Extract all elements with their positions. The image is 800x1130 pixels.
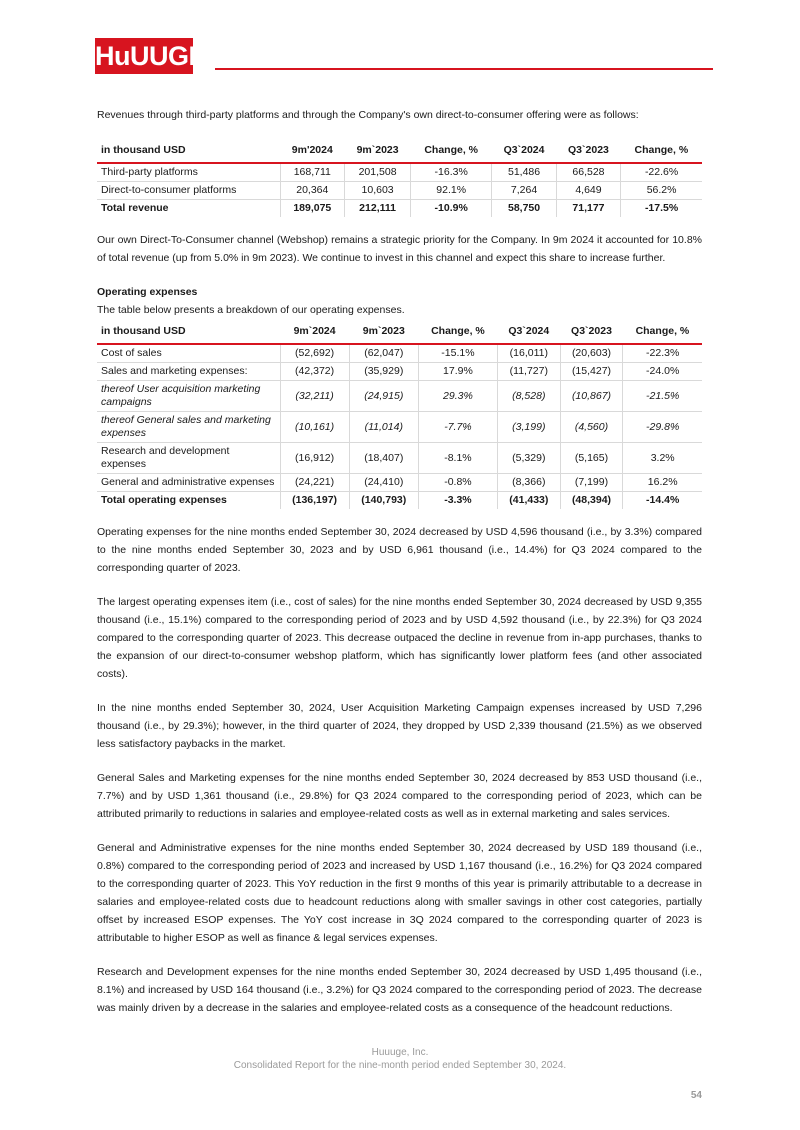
table-cell: 56.2%: [621, 182, 702, 200]
table-row: [97, 381, 702, 412]
body-paragraph: Operating expenses for the nine months ended September 30, 2024 decreased by USD 4,596 thousand (i.e., by 3.3%) compared to the nine months ended September 30, 2023 and by USD 6,961 thousand (i.e., 14.4%) for Q3 2024 compared to the corresponding quarter of 2023.: [97, 526, 702, 574]
table-cell: (42,372): [280, 363, 349, 381]
table-cell: (140,793): [349, 492, 418, 510]
table-cell: (3,199): [497, 412, 560, 443]
table-header-cell: in thousand USD: [97, 319, 280, 344]
table-cell: (24,410): [349, 474, 418, 492]
table-cell: (20,603): [560, 344, 623, 363]
table-cell: (62,047): [349, 344, 418, 363]
row-label: Total operating expenses: [101, 494, 227, 506]
table-cell: 168,711: [280, 163, 345, 182]
table-row: [97, 363, 702, 381]
table-cell: 29.3%: [418, 381, 497, 412]
table-cell: (11,727): [497, 363, 560, 381]
table-header-cell: Q3`2023: [556, 138, 620, 163]
table-header-cell: Q3`2024: [492, 138, 556, 163]
table-cell: (10,161): [280, 412, 349, 443]
table-cell: -15.1%: [418, 344, 497, 363]
row-label: thereof General sales and marketing expenses: [97, 412, 280, 443]
table-cell: 189,075: [280, 200, 345, 218]
body-paragraph: General and Administrative expenses for the nine months ended September 30, 2024 decreased by USD 189 thousand (i.e., 0.8%) compared to the corresponding period of 2023 and increased by USD 1,167 thousand (i.e., 16.2%) for Q3 2024 compared to the corresponding quarter of 2023. This YoY reduction in the first 9 months of this year is primarily attributable to a decrease in salaries and employee-related costs due to headcount reductions along with smaller savings in other cost categories, partially offset by increased ESOP expenses. The YoY cost increase in 3Q 2024 compared to the corresponding quarter of 2023 is attributable to higher ESOP as well as finance & legal services expenses.: [97, 842, 702, 944]
huuuge-logo: HuUUGE: [95, 38, 193, 74]
section-heading: Operating expenses: [97, 286, 198, 298]
table-cell: -10.9%: [411, 200, 492, 218]
footer-company: Huuuge, Inc.: [371, 1047, 429, 1058]
table-cell: 17.9%: [418, 363, 497, 381]
table-cell: 51,486: [492, 163, 556, 182]
table-cell: -14.4%: [623, 492, 702, 510]
page-content: [97, 106, 702, 1033]
table-row: [97, 163, 702, 182]
table-cell: -21.5%: [623, 381, 702, 412]
table-header-cell: Change, %: [621, 138, 702, 163]
table-header-cell: Change, %: [623, 319, 702, 344]
table-header-cell: Q3`2023: [560, 319, 623, 344]
table-header-cell: Change, %: [418, 319, 497, 344]
table-cell: 58,750: [492, 200, 556, 218]
dtc-paragraph: Our own Direct-To-Consumer channel (Webshop) remains a strategic priority for the Company. In 9m 2024 it accounted for 10.8% of total revenue (up from 5.0% in 9m 2023). We continue to invest in this channel and expect this share to increase further.: [97, 234, 702, 264]
table-header-cell: Q3`2024: [497, 319, 560, 344]
table-cell: (4,560): [560, 412, 623, 443]
body-paragraph: General Sales and Marketing expenses for the nine months ended September 30, 2024 decreased by 853 USD thousand (i.e., 7.7%) and by USD 1,361 thousand (i.e., 29.8%) for Q3 2024 compared to the corresponding period of 2023, which can be attributed primarily to reductions in salaries and employee-related costs as well as in external marketing and sales services.: [97, 772, 702, 820]
table-cell: (8,366): [497, 474, 560, 492]
table-cell: (24,221): [280, 474, 349, 492]
table-header-cell: 9m'2024: [280, 138, 345, 163]
revenue-intro: Revenues through third-party platforms and through the Company's own direct-to-consumer offering were as follows:: [97, 109, 639, 121]
opex-table: [97, 319, 702, 509]
table-cell: (24,915): [349, 381, 418, 412]
row-label: Direct-to-consumer platforms: [97, 182, 280, 200]
table-cell: (32,211): [280, 381, 349, 412]
table-cell: 7,264: [492, 182, 556, 200]
table-header-row: [97, 319, 702, 344]
row-label: General and administrative expenses: [97, 474, 280, 492]
table-cell: (16,011): [497, 344, 560, 363]
table-cell: (10,867): [560, 381, 623, 412]
table-cell: 20,364: [280, 182, 345, 200]
table-cell: (7,199): [560, 474, 623, 492]
table-cell: 212,111: [345, 200, 411, 218]
table-cell: (136,197): [280, 492, 349, 510]
table-cell: 201,508: [345, 163, 411, 182]
table-cell: 10,603: [345, 182, 411, 200]
row-label: thereof User acquisition marketing campaigns: [97, 381, 280, 412]
table-cell: (11,014): [349, 412, 418, 443]
table-cell: (16,912): [280, 443, 349, 474]
table-cell: -16.3%: [411, 163, 492, 182]
row-label: Cost of sales: [97, 344, 280, 363]
table-cell: -17.5%: [621, 200, 702, 218]
header-divider: [215, 68, 713, 70]
revenue-table: [97, 138, 702, 217]
page-footer: [0, 1046, 800, 1072]
table-cell: -29.8%: [623, 412, 702, 443]
table-cell: -0.8%: [418, 474, 497, 492]
row-label: Total revenue: [101, 202, 169, 214]
table-row: [97, 412, 702, 443]
row-label: Third-party platforms: [97, 163, 280, 182]
table-cell: 71,177: [556, 200, 620, 218]
table-cell: -24.0%: [623, 363, 702, 381]
table-header-cell: Change, %: [411, 138, 492, 163]
table-cell: (52,692): [280, 344, 349, 363]
table-cell: (5,165): [560, 443, 623, 474]
table-cell: -8.1%: [418, 443, 497, 474]
table-cell: 3.2%: [623, 443, 702, 474]
table-row: [97, 474, 702, 492]
table-header-row: [97, 138, 702, 163]
table-header-cell: 9m`2024: [280, 319, 349, 344]
body-paragraph: The largest operating expenses item (i.e., cost of sales) for the nine months ended September 30, 2024 decreased by USD 9,355 thousand (i.e., 15.1%) compared to the corresponding period of 2023 and by USD 4,592 thousand (i.e., by 22.3%) for Q3 2024 compared to the corresponding quarter of 2023. This decrease outpaced the decline in revenue from in-app purchases, thanks to the expansion of our direct-to-consumer webshop platform, which has significantly lower platform fees (and other associated costs).: [97, 596, 702, 680]
table-cell: -3.3%: [418, 492, 497, 510]
table-header-cell: in thousand USD: [97, 138, 280, 163]
table-row: [97, 344, 702, 363]
opex-intro: The table below presents a breakdown of our operating expenses.: [97, 304, 405, 316]
table-cell: 66,528: [556, 163, 620, 182]
table-cell: (48,394): [560, 492, 623, 510]
table-row: [97, 182, 702, 200]
table-cell: (18,407): [349, 443, 418, 474]
table-cell: -7.7%: [418, 412, 497, 443]
table-header-cell: 9m`2023: [345, 138, 411, 163]
table-cell: 16.2%: [623, 474, 702, 492]
table-cell: 92.1%: [411, 182, 492, 200]
footer-report-title: Consolidated Report for the nine-month period ended September 30, 2024.: [233, 1060, 567, 1071]
table-cell: (35,929): [349, 363, 418, 381]
table-cell: (15,427): [560, 363, 623, 381]
table-cell: (5,329): [497, 443, 560, 474]
body-paragraph: In the nine months ended September 30, 2024, User Acquisition Marketing Campaign expenses increased by USD 7,296 thousand (i.e., by 29.3%); however, in the third quarter of 2024, they dropped by USD 2,339 thousand (21.5%) as we observed less satisfactory paybacks in the market.: [97, 702, 702, 750]
table-cell: 4,649: [556, 182, 620, 200]
row-label: Sales and marketing expenses:: [97, 363, 280, 381]
table-total-row: [97, 492, 702, 510]
table-cell: (41,433): [497, 492, 560, 510]
table-cell: -22.6%: [621, 163, 702, 182]
table-cell: (8,528): [497, 381, 560, 412]
table-cell: -22.3%: [623, 344, 702, 363]
table-row: [97, 443, 702, 474]
body-paragraph: Research and Development expenses for the nine months ended September 30, 2024 decreased by USD 1,495 thousand (i.e., 8.1%) and increased by USD 164 thousand (i.e., 3.2%) for Q3 2024 compared to the corresponding period of 2023. The decrease was mainly driven by a decrease in the salaries and employee-related costs as a consequence of the headcount reductions.: [97, 966, 702, 1014]
page-number: 54: [690, 1090, 702, 1101]
table-header-cell: 9m`2023: [349, 319, 418, 344]
table-total-row: [97, 200, 702, 218]
row-label: Research and development expenses: [97, 443, 280, 474]
